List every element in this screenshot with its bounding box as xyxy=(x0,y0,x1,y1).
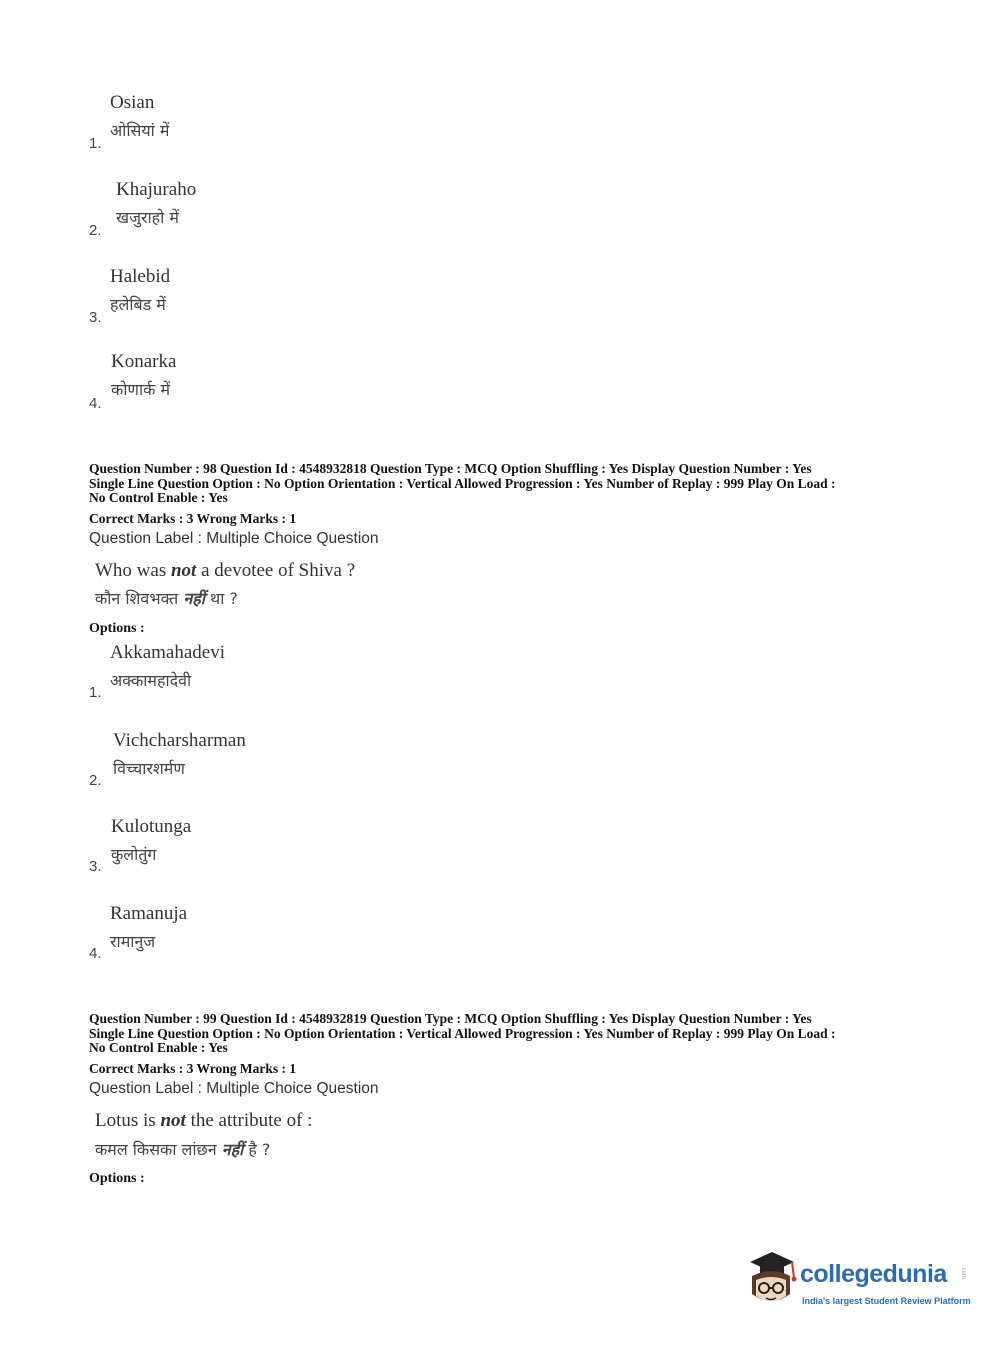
q98-options-label: Options : xyxy=(89,621,145,636)
option-number: 3. xyxy=(89,309,102,326)
option-number: 1. xyxy=(89,684,102,701)
option-number: 4. xyxy=(89,945,102,962)
prev-option-4 xyxy=(89,351,489,421)
option-number: 4. xyxy=(89,395,102,412)
q-emphasis: नहीं xyxy=(221,1140,244,1159)
q-text: कमल किसका लांछन xyxy=(95,1140,222,1159)
q98-meta-line-2: Single Line Question Option : No Option Orientation : Vertical Allowed Progression : Yes Number of Replay : 999 Play On Load : xyxy=(89,475,836,491)
option-number: 2. xyxy=(89,772,102,789)
option-number: 2. xyxy=(89,222,102,239)
q-emphasis: नहीं xyxy=(183,589,205,608)
option-english: Konarka xyxy=(111,351,177,372)
option-hindi: कुलोतुंग xyxy=(111,845,157,864)
q98-question-hindi xyxy=(95,587,238,609)
prev-option-2 xyxy=(89,179,489,249)
option-hindi: रामानुज xyxy=(110,932,156,951)
prev-option-3 xyxy=(89,266,489,336)
q99-meta-line-3: No Control Enable : Yes xyxy=(89,1040,228,1055)
q-text: a devotee of Shiva ? xyxy=(196,560,356,581)
q-text: Who was xyxy=(95,560,171,581)
option-hindi: कोणार्क में xyxy=(111,380,171,399)
logo-wordmark: collegedunia xyxy=(800,1260,947,1288)
q99-metadata xyxy=(89,1012,919,1056)
option-hindi: ओसियां में xyxy=(110,121,170,140)
option-english: Osian xyxy=(110,92,155,113)
q99-options-label: Options : xyxy=(89,1171,145,1186)
q99-label: Question Label : Multiple Choice Question xyxy=(89,1080,379,1097)
q-text: है ? xyxy=(243,1140,271,1159)
q99-meta-line-2: Single Line Question Option : No Option Orientation : Vertical Allowed Progression : Yes Number of Replay : 999 Play On Load : xyxy=(89,1025,836,1041)
q-emphasis: not xyxy=(160,1110,186,1131)
q98-option-2 xyxy=(89,730,489,800)
q98-label: Question Label : Multiple Choice Question xyxy=(89,530,379,547)
q-emphasis: not xyxy=(170,560,197,581)
mascot-icon xyxy=(742,1250,800,1312)
option-english: Ramanuja xyxy=(110,903,188,924)
q98-marks: Correct Marks : 3 Wrong Marks : 1 xyxy=(89,511,297,526)
q98-option-3 xyxy=(89,816,489,886)
option-number: 3. xyxy=(89,858,102,875)
q99-question-hindi xyxy=(95,1138,270,1160)
q-text: Lotus is xyxy=(95,1110,161,1131)
q99-marks: Correct Marks : 3 Wrong Marks : 1 xyxy=(89,1061,297,1076)
option-english: Kulotunga xyxy=(111,816,192,837)
logo-com: .com xyxy=(960,1266,966,1280)
q99-question-english xyxy=(95,1110,312,1132)
option-english: Halebid xyxy=(110,266,171,287)
q98-option-4 xyxy=(89,903,489,973)
q-text: कौन शिवभक्त xyxy=(95,589,184,608)
q98-question-english xyxy=(95,560,355,582)
option-hindi: खजुराहो में xyxy=(116,208,179,227)
q98-metadata xyxy=(89,462,919,506)
option-hindi: अक्कामहादेवी xyxy=(110,671,192,690)
option-english: Vichcharsharman xyxy=(113,730,246,751)
collegedunia-logo xyxy=(742,1250,972,1312)
q99-meta-line-1: Question Number : 99 Question Id : 4548932819 Question Type : MCQ Option Shuffling : Yes Display Question Number : Yes xyxy=(89,1011,812,1026)
q-text: था ? xyxy=(204,589,238,608)
option-english: Akkamahadevi xyxy=(110,642,226,663)
q98-meta-line-1: Question Number : 98 Question Id : 4548932818 Question Type : MCQ Option Shuffling : Yes Display Question Number : Yes xyxy=(89,461,812,476)
option-hindi: हलेबिड में xyxy=(110,295,166,314)
logo-tagline: India's largest Student Review Platform xyxy=(802,1296,971,1306)
option-number: 1. xyxy=(89,135,102,152)
prev-option-1 xyxy=(89,92,489,162)
option-english: Khajuraho xyxy=(116,179,197,200)
q-text: the attribute of : xyxy=(185,1110,313,1131)
q98-option-1 xyxy=(89,642,489,712)
q98-meta-line-3: No Control Enable : Yes xyxy=(89,490,228,505)
option-hindi: विच्चारशर्मण xyxy=(113,759,185,778)
